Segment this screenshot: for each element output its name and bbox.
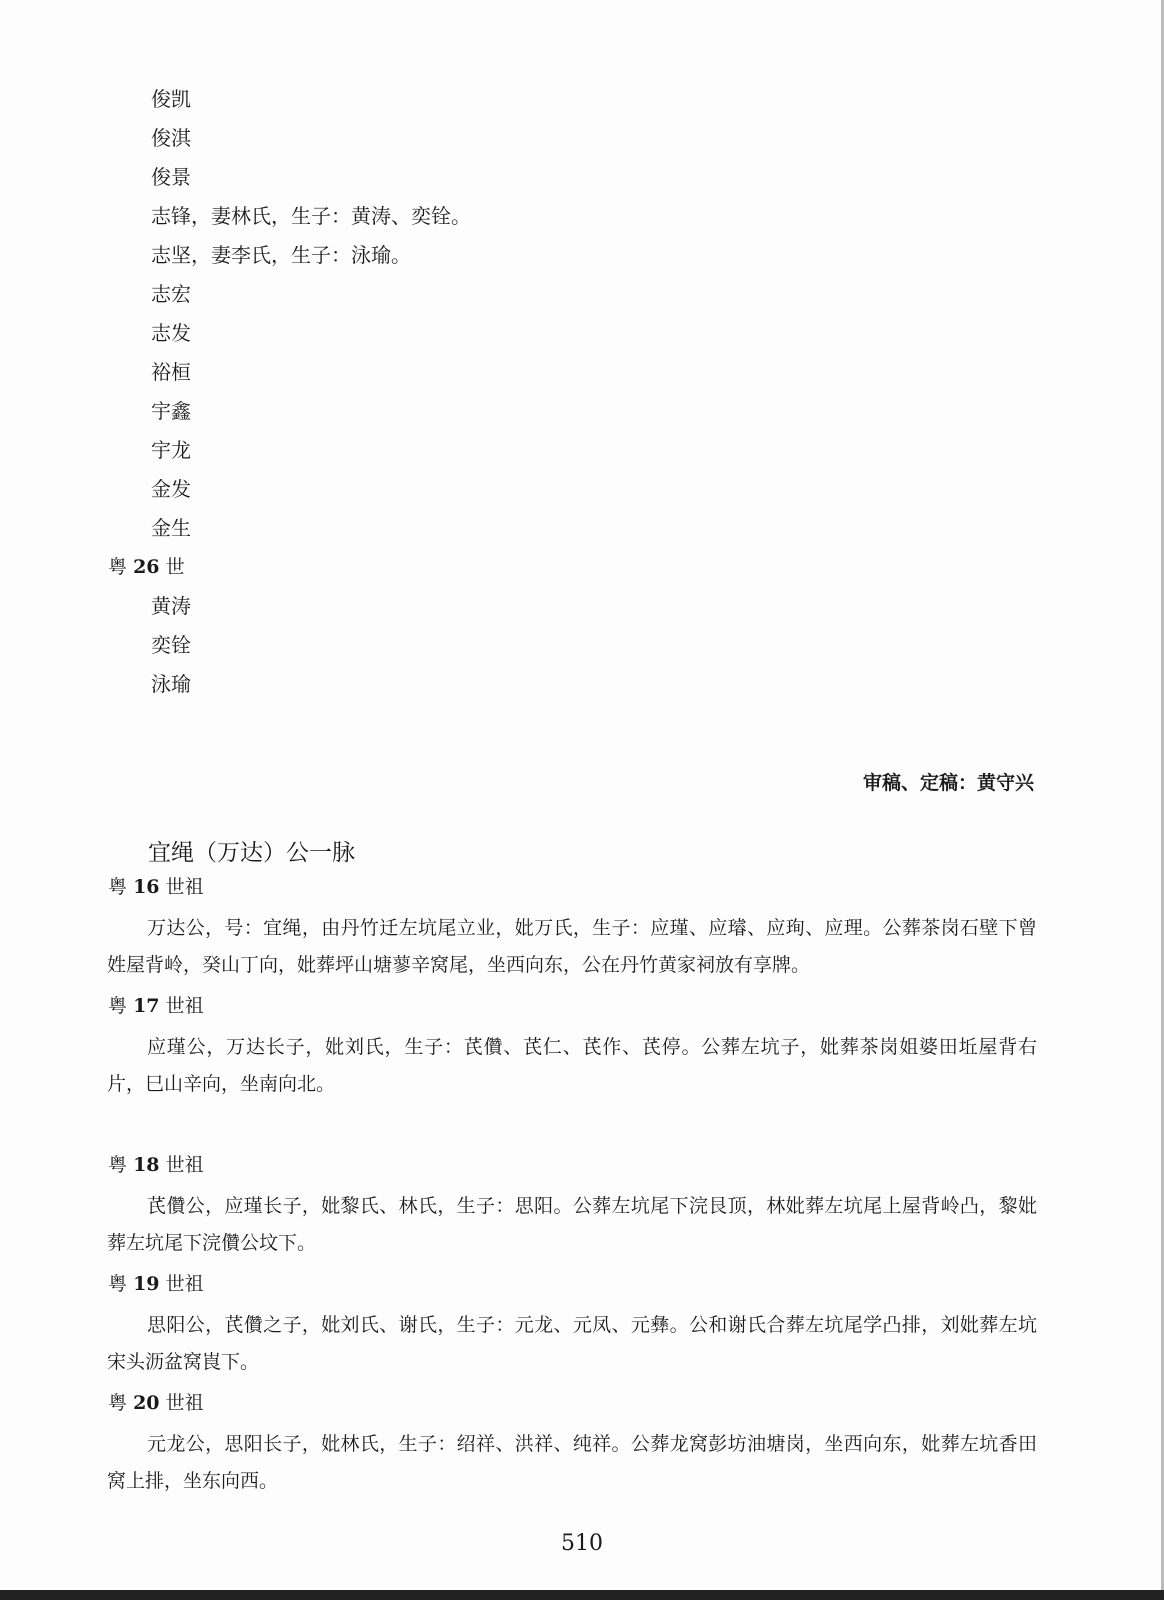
gen-suffix: 世祖	[165, 1392, 204, 1414]
gen-prefix: 粤	[108, 1154, 128, 1176]
editor-credit: 审稿、定稿：黄守兴	[862, 772, 1034, 794]
name-entry: 泳瑜	[151, 672, 191, 696]
generation-header	[108, 1271, 204, 1297]
gen-suffix: 世祖	[165, 1273, 204, 1295]
genealogy-paragraph: 应瑾公，万达长子，妣刘氏，生子：芪儹、芪仁、芪作、芪停。公葬左坑子，妣葬茶岗姐婆田坵屋背右片，巳山辛向，坐南向北。	[107, 1036, 1037, 1095]
name-entry: 志发	[151, 321, 191, 345]
name-entry: 俊景	[151, 165, 191, 189]
name-entry: 志坚，妻李氏，生子：泳瑜。	[151, 243, 411, 267]
name-entry: 裕桓	[151, 360, 191, 384]
genealogy-paragraph: 思阳公，芪儹之子，妣刘氏、谢氏，生子：元龙、元凤、元彝。公和谢氏合葬左坑尾学凸排，刘妣葬左坑宋头沥盆窝崀下。	[107, 1314, 1037, 1373]
name-entry: 金生	[151, 516, 191, 540]
gen-number: 26	[133, 556, 160, 578]
scan-edge-bottom	[0, 1590, 1164, 1600]
name-entry: 金发	[151, 477, 191, 501]
generation-header	[108, 554, 185, 580]
genealogy-paragraph: 芪儹公，应瑾长子，妣黎氏、林氏，生子：思阳。公葬左坑尾下浣艮顶，林妣葬左坑尾上屋背岭凸，黎妣葬左坑尾下浣儹公坟下。	[107, 1195, 1037, 1254]
gen-number: 17	[133, 995, 160, 1017]
gen-number: 16	[133, 876, 160, 898]
gen-number: 20	[133, 1392, 160, 1414]
generation-header	[108, 1152, 204, 1178]
page-number: 510	[561, 1531, 603, 1556]
gen-suffix: 世祖	[165, 995, 204, 1017]
name-entry: 俊凯	[151, 87, 191, 111]
gen-prefix: 粤	[108, 1273, 128, 1295]
name-entry: 宇鑫	[151, 399, 191, 423]
genealogy-paragraph: 元龙公，思阳长子，妣林氏，生子：绍祥、洪祥、纯祥。公葬龙窝彭坊油塘岗，坐西向东，妣葬左坑香田窝上排，坐东向西。	[107, 1433, 1037, 1492]
gen-suffix: 世祖	[165, 1154, 204, 1176]
gen-prefix: 粤	[108, 995, 128, 1017]
gen-suffix: 世	[165, 556, 185, 578]
section-title: 宜绳（万达）公一脉	[148, 840, 355, 866]
name-entry: 宇龙	[151, 438, 191, 462]
name-entry: 黄涛	[151, 594, 191, 618]
name-entry: 俊淇	[151, 126, 191, 150]
gen-prefix: 粤	[108, 556, 128, 578]
generation-header	[108, 874, 204, 900]
name-entry: 志锋，妻林氏，生子：黄涛、奕铨。	[151, 204, 471, 228]
gen-suffix: 世祖	[165, 876, 204, 898]
gen-number: 19	[133, 1273, 160, 1295]
gen-number: 18	[133, 1154, 160, 1176]
name-entry: 志宏	[151, 282, 191, 306]
gen-prefix: 粤	[108, 876, 128, 898]
genealogy-paragraph: 万达公，号：宜绳，由丹竹迁左坑尾立业，妣万氏，生子：应瑾、应璿、应珣、应理。公葬茶岗石壁下曾姓屋背岭，癸山丁向，妣葬坪山塘蓼辛窝尾，坐西向东，公在丹竹黄家祠放有享牌。	[107, 917, 1037, 976]
generation-header	[108, 1390, 204, 1416]
name-entry: 奕铨	[151, 633, 191, 657]
generation-header	[108, 993, 204, 1019]
gen-prefix: 粤	[108, 1392, 128, 1414]
